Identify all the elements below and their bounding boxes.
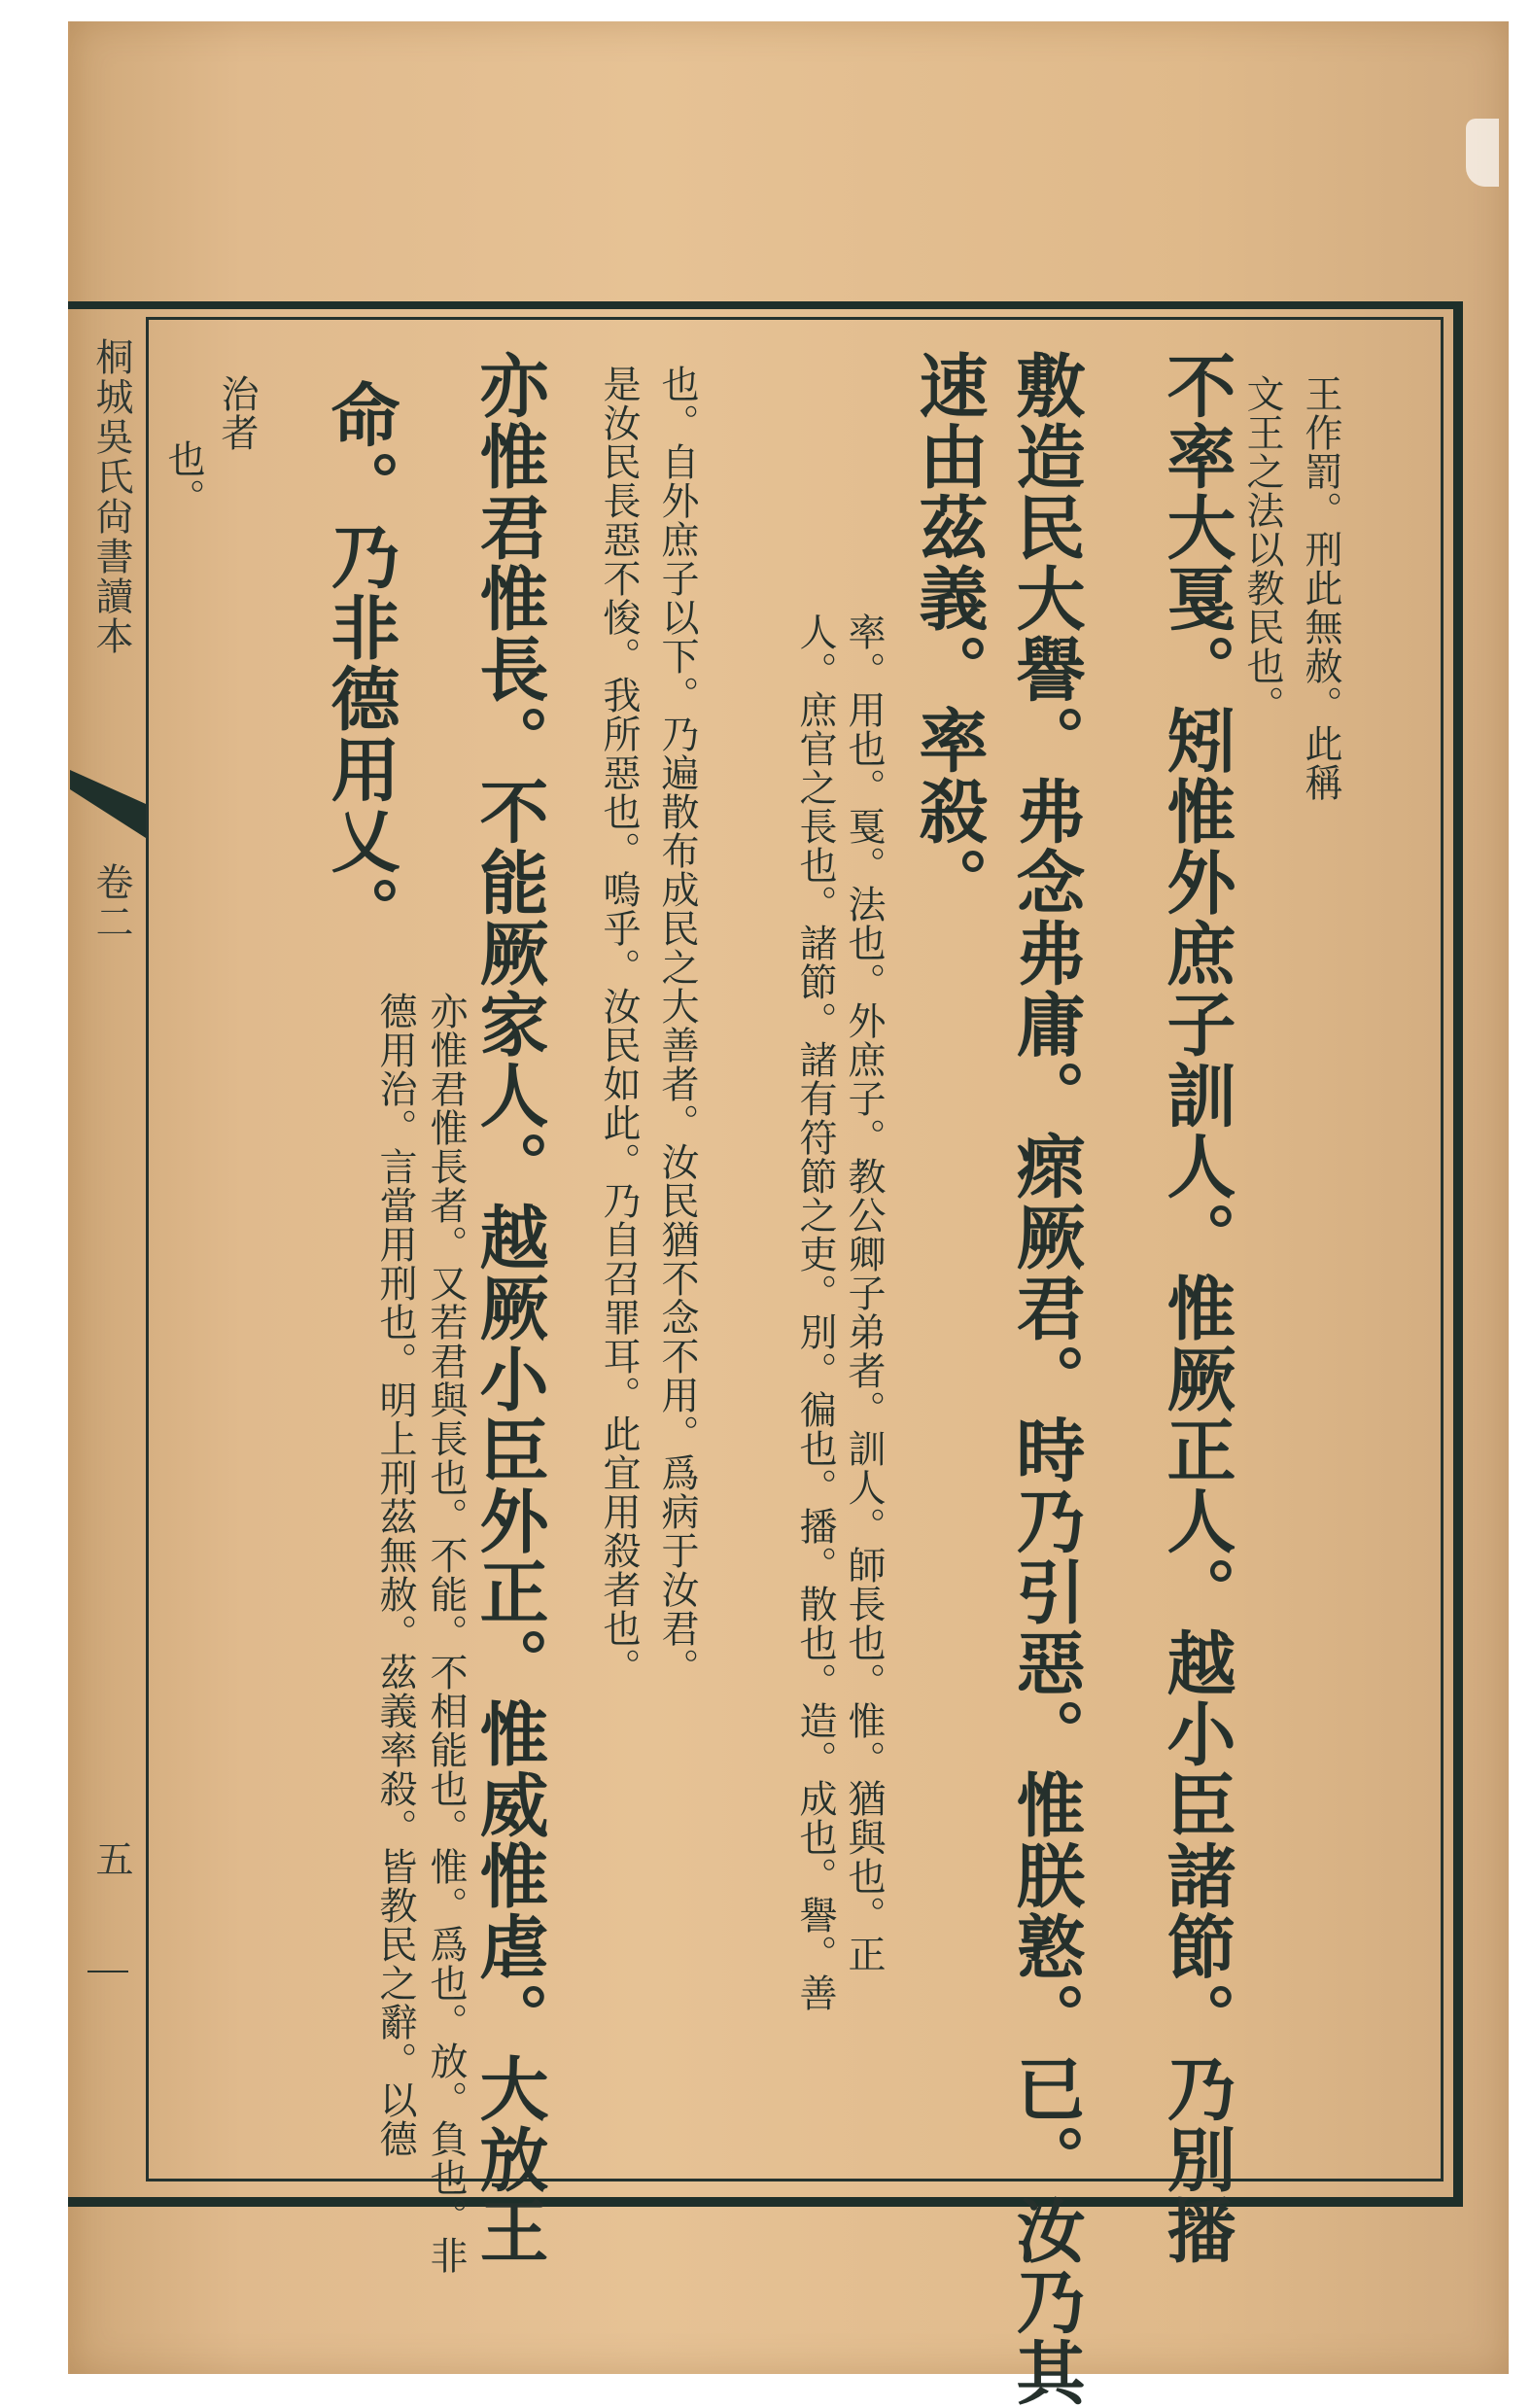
margin-rule xyxy=(87,1971,128,1972)
main-text-column-1: 不率大戛。矧惟外庶子訓人。惟厥正人。越小臣諸節。乃別播 xyxy=(1156,350,1237,2266)
commentary-column-8: 德用治。言當用刑也。明上刑茲無赦。茲義率殺。皆教民之辭。以德 xyxy=(373,992,417,2158)
commentary-column-5: 也。自外庶子以下。乃遍散布成民之大善者。汝民猶不念不用。爲病于汝君。 xyxy=(655,365,699,1687)
commentary-column-7: 亦惟君惟長者。又若君與長也。不能。不相能也。惟。爲也。放。負也。非 xyxy=(424,992,468,2275)
commentary-column-4: 人。庶官之長也。諸節。諸有符節之吏。別。徧也。播。散也。造。成也。譽。善 xyxy=(793,612,837,2012)
commentary-column-1: 王作罰。刑此無赦。此稱 xyxy=(1299,374,1342,802)
commentary-column-10: 也。 xyxy=(161,439,205,517)
main-text-column-4: 亦惟君惟長。不能厥家人。越厥小臣外正。惟威惟虐。大放王 xyxy=(469,350,550,2266)
main-text-column-5: 命。乃非德用乂。 xyxy=(320,379,401,947)
commentary-column-3: 率。用也。戛。法也。外庶子。教公卿子弟者。訓人。師長也。惟。猶與也。正 xyxy=(842,612,886,1973)
commentary-column-9: 治者 xyxy=(215,374,259,452)
commentary-column-2: 文王之法以教民也。 xyxy=(1240,374,1284,724)
main-text-column-3: 速由茲義。率殺。 xyxy=(908,350,990,918)
margin-book-title: 桐城吳氏尙書讀本 xyxy=(89,337,133,656)
fish-tail-mark xyxy=(70,770,146,838)
margin-column xyxy=(70,313,146,2197)
main-text-column-2: 敷造民大譽。弗念弗庸。瘝厥君。時乃引惡。惟朕憝。已。汝乃其 xyxy=(1005,350,1087,2408)
main-text xyxy=(161,350,1419,2408)
margin-page-number: 五 xyxy=(89,1839,133,1877)
commentary-column-6: 是汝民長惡不悛。我所惡也。嗚乎。汝民如此。乃自召罪耳。此宜用殺者也。 xyxy=(597,365,641,1687)
margin-volume: 卷二 xyxy=(89,862,133,942)
paper-stain xyxy=(1466,119,1499,187)
